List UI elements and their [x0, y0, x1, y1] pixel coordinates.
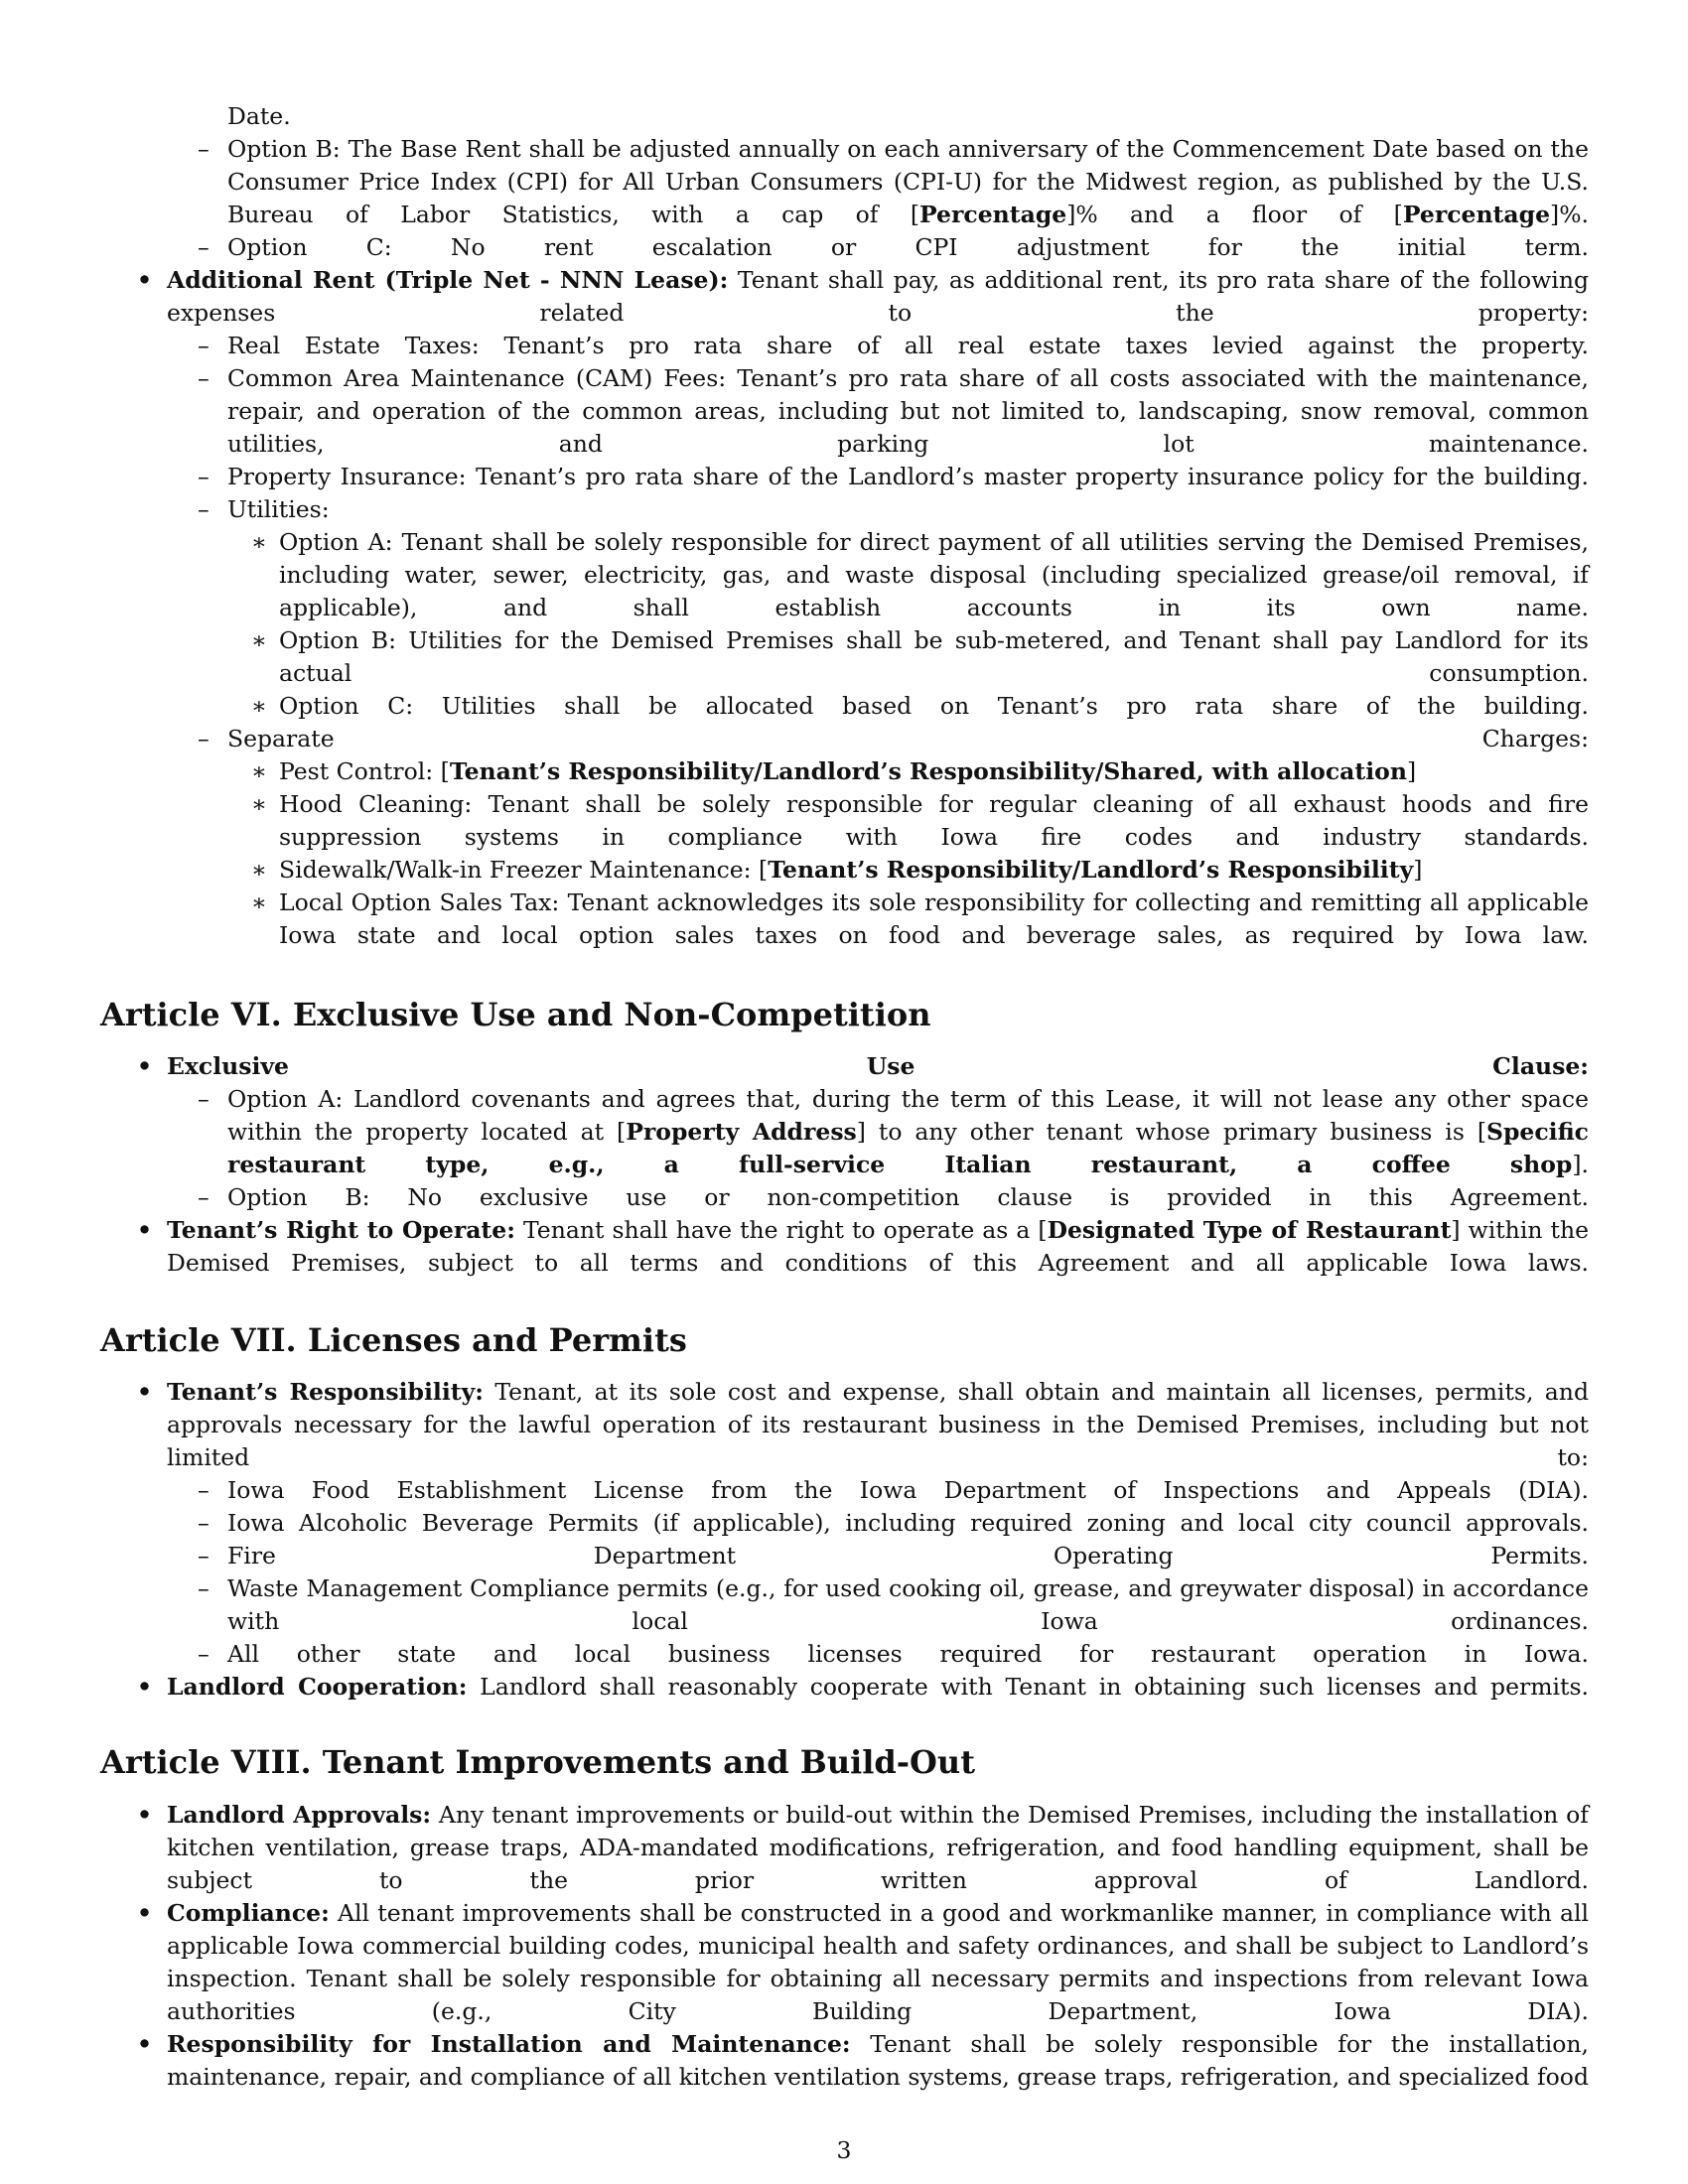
- star-bullet: ∗: [251, 757, 267, 785]
- exclusive-option-a: Option A: Landlord covenants and agrees that, during the term of this Lease, it will not lease any other space within the property located at [Property Address] to any other tenant whose primary business is [Specific restaurant type, e.g., a full-service Italian restaurant, a coffee shop].: [227, 1085, 1589, 1178]
- right-to-operate: Tenant’s Right to Operate: Tenant shall have the right to operate as a [Designated Type of Restaurant] within the Demised Premises, subject to all terms and conditions of this Agreement and all applicable Iowa laws.: [167, 1216, 1589, 1277]
- utilities-option-a: Option A: Tenant shall be solely responsible for direct payment of all utilities serving the Demised Premises, including water, sewer, electricity, gas, and waste disposal (including specialized grease/oil removal, if applicable), and shall establish accounts in its own name.: [279, 528, 1589, 621]
- hood-cleaning: Hood Cleaning: Tenant shall be solely responsible for regular cleaning of all exhaust hoods and fire suppression systems in compliance with Iowa fire codes and industry standards.: [279, 790, 1589, 851]
- round-bullet: •: [137, 1052, 153, 1080]
- dash-bullet: –: [198, 725, 210, 752]
- star-bullet: ∗: [251, 692, 267, 720]
- star-bullet: ∗: [251, 528, 267, 556]
- real-estate-taxes: Real Estate Taxes: Tenant’s pro rata share of all real estate taxes levied against the property.: [227, 332, 1589, 359]
- round-bullet: •: [137, 1673, 153, 1701]
- utilities-label: Utilities:: [227, 495, 330, 523]
- installation-maintenance: Responsibility for Installation and Maintenance: Tenant shall be solely responsible for the installation, maintenance, repair, and compliance of all kitchen ventilation systems, grease traps, refrigeration, and specialized food: [167, 2030, 1589, 2091]
- dash-bullet: –: [198, 1085, 210, 1113]
- permit-item: Iowa Alcoholic Beverage Permits (if applicable), including required zoning and local city council approvals.: [227, 1509, 1589, 1537]
- article-6-heading: Article VI. Exclusive Use and Non-Competition: [100, 996, 931, 1033]
- dash-bullet: –: [198, 1542, 210, 1570]
- compliance: Compliance: All tenant improvements shall be constructed in a good and workmanlike manner, in compliance with all applicable Iowa commercial building codes, municipal health and safety ordinances, and shall be subject to Landlord’s inspection. Tenant shall be solely responsible for obtaining all necessary permits and inspections from relevant Iowa authorities (e.g., City Building Department, Iowa DIA).: [167, 1899, 1589, 2025]
- dash-bullet: –: [198, 463, 210, 490]
- cam-fees: Common Area Maintenance (CAM) Fees: Tenant’s pro rata share of all costs associated with the maintenance, repair, and operation of the common areas, including but not limited to, landscaping, snow removal, common utilities, and parking lot maintenance.: [227, 364, 1589, 458]
- dash-bullet: –: [198, 1640, 210, 1668]
- exclusive-use-label: Exclusive Use Clause:: [167, 1052, 1589, 1080]
- dash-bullet: –: [198, 364, 210, 392]
- property-insurance: Property Insurance: Tenant’s pro rata share of the Landlord’s master property insurance policy for the building.: [227, 463, 1589, 490]
- date-tail: Date.: [227, 102, 291, 130]
- round-bullet: •: [137, 1801, 153, 1829]
- pest-control: Pest Control: [Tenant’s Responsibility/Landlord’s Responsibility/Shared, with allocation]: [279, 757, 1417, 785]
- permit-item: Waste Management Compliance permits (e.g., for used cooking oil, grease, and greywater disposal) in accordance with local Iowa ordinances.: [227, 1574, 1589, 1635]
- round-bullet: •: [137, 1378, 153, 1406]
- dash-bullet: –: [198, 135, 210, 163]
- tenant-responsibility: Tenant’s Responsibility: Tenant, at its sole cost and expense, shall obtain and maintain all licenses, permits, and approvals necessary for the lawful operation of its restaurant business in the Demised Premises, including but not limited to:: [167, 1378, 1589, 1471]
- star-bullet: ∗: [251, 790, 267, 818]
- landlord-approvals: Landlord Approvals: Any tenant improvements or build-out within the Demised Premises, including the installation of kitchen ventilation, grease traps, ADA-mandated modifications, refrigeration, and food handling equipment, shall be subject to the prior written approval of Landlord.: [167, 1801, 1589, 1894]
- star-bullet: ∗: [251, 856, 267, 884]
- dash-bullet: –: [198, 1476, 210, 1504]
- dash-bullet: –: [198, 332, 210, 359]
- landlord-cooperation: Landlord Cooperation: Landlord shall reasonably cooperate with Tenant in obtaining such licenses and permits.: [167, 1673, 1589, 1701]
- dash-bullet: –: [198, 1509, 210, 1537]
- dash-bullet: –: [198, 233, 210, 261]
- permit-item: Fire Department Operating Permits.: [227, 1542, 1589, 1570]
- dash-bullet: –: [198, 1183, 210, 1211]
- round-bullet: •: [137, 1899, 153, 1927]
- article-7-heading: Article VII. Licenses and Permits: [100, 1321, 687, 1359]
- dash-bullet: –: [198, 495, 210, 523]
- round-bullet: •: [137, 2030, 153, 2058]
- article-8-heading: Article VIII. Tenant Improvements and Build-Out: [100, 1743, 975, 1781]
- additional-rent-item: Additional Rent (Triple Net - NNN Lease): Tenant shall pay, as additional rent, its pro rata share of the following expenses related to the property:: [167, 266, 1589, 327]
- round-bullet: •: [137, 266, 153, 294]
- round-bullet: •: [137, 1216, 153, 1244]
- local-sales-tax: Local Option Sales Tax: Tenant acknowledges its sole responsibility for collecting and remitting all applicable Iowa state and local option sales taxes on food and beverage sales, as required by Iowa law.: [279, 888, 1589, 949]
- exclusive-option-b: Option B: No exclusive use or non-competition clause is provided in this Agreement.: [227, 1183, 1589, 1211]
- rent-option-b: Option B: The Base Rent shall be adjusted annually on each anniversary of the Commencement Date based on the Consumer Price Index (CPI) for All Urban Consumers (CPI-U) for the Midwest region, as published by the U.S. Bureau of Labor Statistics, with a cap of [Percentage]% and a floor of [Percentage]%.: [227, 135, 1589, 228]
- utilities-option-b: Option B: Utilities for the Demised Premises shall be sub-metered, and Tenant shall pay Landlord for its actual consumption.: [279, 626, 1589, 687]
- page-number: 3: [836, 2136, 852, 2164]
- permit-item: All other state and local business licenses required for restaurant operation in Iowa.: [227, 1640, 1589, 1668]
- dash-bullet: –: [198, 1574, 210, 1602]
- utilities-option-c: Option C: Utilities shall be allocated based on Tenant’s pro rata share of the building.: [279, 692, 1589, 720]
- star-bullet: ∗: [251, 626, 267, 654]
- separate-charges-label: Separate Charges:: [227, 725, 1589, 752]
- rent-option-c: Option C: No rent escalation or CPI adjustment for the initial term.: [227, 233, 1589, 261]
- permit-item: Iowa Food Establishment License from the Iowa Department of Inspections and Appeals (DIA).: [227, 1476, 1589, 1504]
- sidewalk-freezer: Sidewalk/Walk-in Freezer Maintenance: [Tenant’s Responsibility/Landlord’s Responsibility]: [279, 856, 1423, 884]
- star-bullet: ∗: [251, 888, 267, 916]
